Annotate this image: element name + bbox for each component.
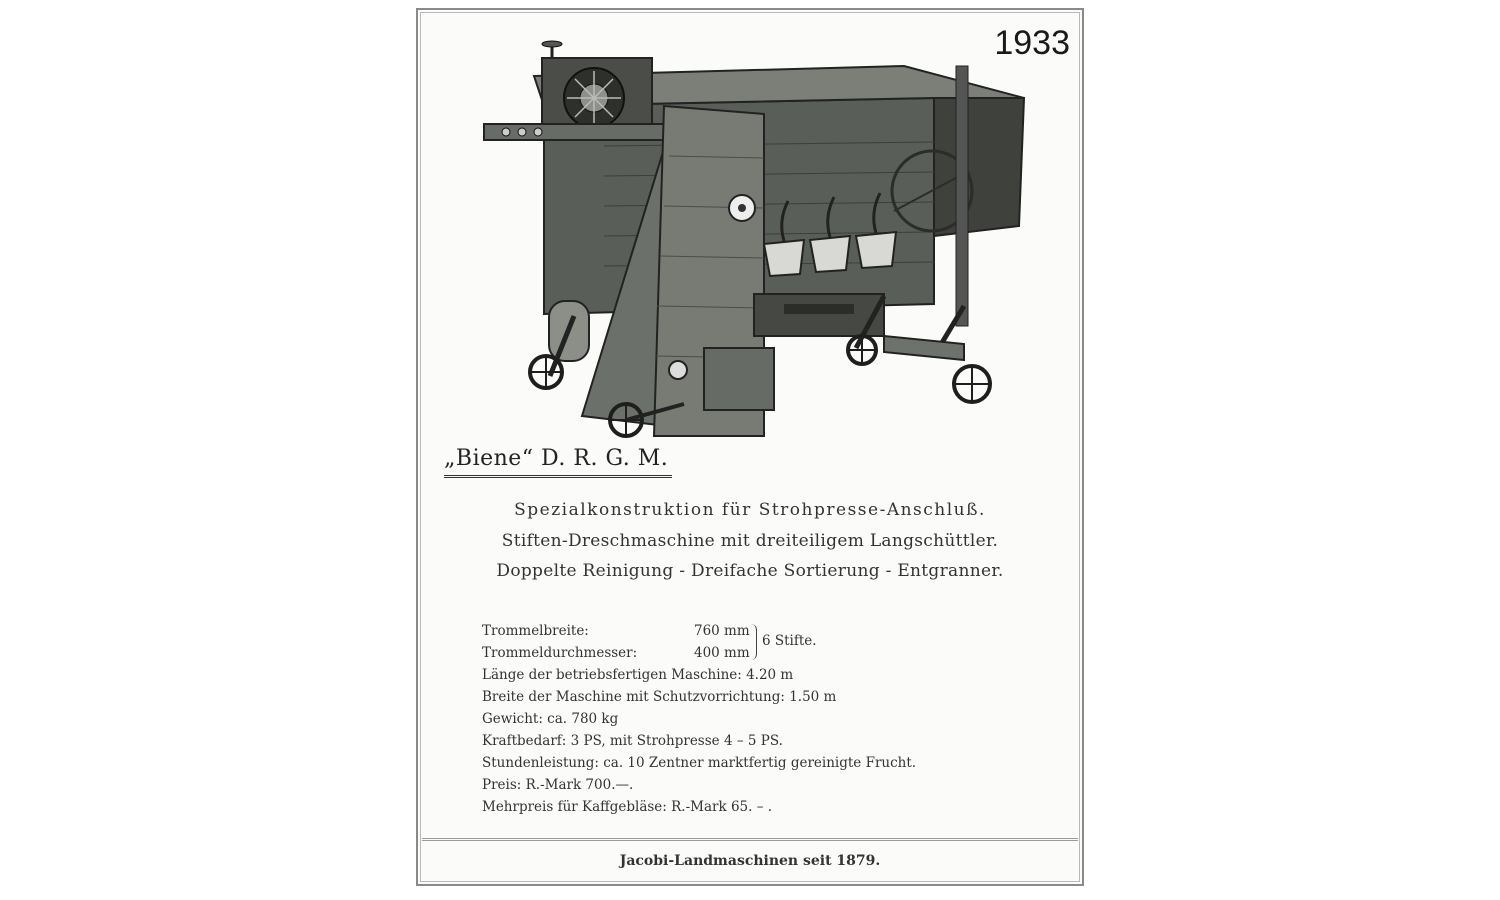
- drum-width-value: 760 mm: [694, 623, 750, 639]
- headline-features: Doppelte Reinigung - Dreifache Sortierung - Entgranner.: [496, 561, 1004, 581]
- drum-width-label: Trommelbreite:: [482, 623, 589, 639]
- catalog-page: [416, 8, 1084, 886]
- model-title: „Biene“ D. R. G. M.: [444, 446, 672, 478]
- footer-company: Jacobi-Landmaschinen seit 1879.: [619, 853, 881, 869]
- drum-diameter-value: 400 mm: [694, 645, 750, 661]
- brace-icon: [750, 624, 757, 660]
- spec-chaff-blower-price: Mehrpreis für Kaffgebläse: R.-Mark 65. – .: [482, 799, 773, 815]
- threshing-machine-illustration: [464, 36, 1044, 446]
- headline-construction: Spezialkonstruktion für Strohpresse-Anschluß.: [514, 500, 986, 520]
- spec-hourly-output: Stundenleistung: ca. 10 Zentner marktfertig gereinigte Frucht.: [482, 755, 917, 771]
- footer-divider: [422, 838, 1078, 841]
- spec-width: Breite der Maschine mit Schutzvorrichtung: 1.50 m: [482, 689, 837, 705]
- spec-weight: Gewicht: ca. 780 kg: [482, 711, 619, 727]
- spec-power: Kraftbedarf: 3 PS, mit Strohpresse 4 – 5 PS.: [482, 733, 783, 749]
- spec-length: Länge der betriebsfertigen Maschine: 4.20 m: [482, 667, 794, 683]
- drum-pins-note: 6 Stifte.: [762, 633, 817, 649]
- specifications-list: [482, 620, 916, 818]
- drum-diameter-label: Trommeldurchmesser:: [482, 645, 638, 661]
- drum-specs: [482, 620, 902, 664]
- headline-machine-type: Stiften-Dreschmaschine mit dreiteiligem Langschüttler.: [501, 531, 999, 551]
- spec-price: Preis: R.-Mark 700.—.: [482, 777, 634, 793]
- year-label: 1933: [994, 24, 1070, 62]
